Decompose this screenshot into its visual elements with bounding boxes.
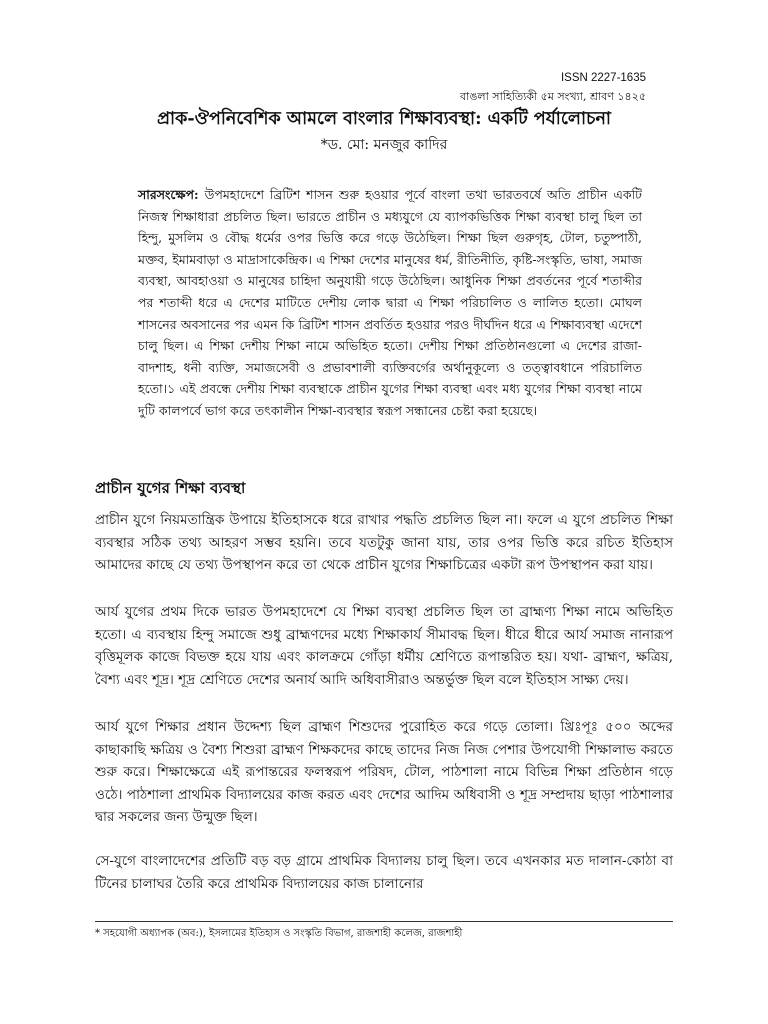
abstract-label: সারসংক্ষেপ: (138, 187, 199, 202)
body-paragraph: আর্য যুগের প্রথম দিকে ভারত উপমহাদেশে যে শিক্ষা ব্যবস্থা প্রচলিত ছিল তা ব্রাহ্মণ্য শিক্ষা নামে অভিহিত হতো। এ ব্যবস্থায় হিন্দু সমাজে শুধু ব্রাহ্মণদের মধ্যে শিক্ষাকার্য সীমাবদ্ধ ছিল। ধীরে ধীরে আর্য সমাজ নানারূপ বৃত্তিমূলক কাজে বিভক্ত হয়ে যায় এবং কালক্রমে গোঁড়া ধর্মীয় শ্রেণিতে রূপান্তরিত হয়। যথা- ব্রাহ্মণ, ক্ষত্রিয়, বৈশ্য এবং শূদ্র। শূদ্র শ্রেণিতে দেশের অনার্য আদি অধিবাসীরাও অন্তর্ভুক্ত ছিল বলে ইতিহাস সাক্ষ্য দেয়। (95, 604, 673, 688)
section-heading: প্রাচীন যুগের শিক্ষা ব্যবস্থা (95, 479, 246, 497)
body-paragraph: প্রাচীন যুগে নিয়মতান্ত্রিক উপায়ে ইতিহাসকে ধরে রাখার পদ্ধতি প্রচলিত ছিল না। ফলে এ যুগে প্রচলিত শিক্ষা ব্যবস্থার সঠিক তথ্য আহরণ সম্ভব হয়নি। তবে যতটুকু জানা যায়, তার ওপর ভিত্তি করে রচিত ইতিহাস আমাদের কাছে যে তথ্য উপস্থাপন করে তা থেকে প্রাচীন যুগের শিক্ষাচিত্রের একটা রূপ উপস্থাপন করা যায়। (95, 512, 673, 573)
journal-info: বাঙলা সাহিত্যিকী ৫ম সংখ্যা, শ্রাবণ ১৪২৫ (460, 90, 646, 103)
body-paragraph: আর্য যুগে শিক্ষার প্রধান উদ্দেশ্য ছিল ব্রাহ্মণ শিশুদের পুরোহিত করে গড়ে তোলা। খ্রিঃপূঃ ৫০০ অব্দের কাছাকাছি ক্ষত্রিয় ও বৈশ্য শিশুরা ব্রাহ্মণ শিক্ষকদের কাছে তাদের নিজ নিজ পেশার উপযোগী শিক্ষালাভ করতে শুরু করে। শিক্ষাক্ষেত্রে এই রূপান্তরের ফলস্বরূপ পরিষদ, টোল, পাঠশালা নামে বিভিন্ন শিক্ষা প্রতিষ্ঠান গড়ে ওঠে। পাঠশালা প্রাথমিক বিদ্যালয়ের কাজ করত এবং দেশের আদিম অধিবাসী ও শূদ্র সম্প্রদায় ছাড়া পাঠশালার দ্বার সকলের জন্য উন্মুক্ত ছিল। (95, 719, 673, 825)
footnote-divider (95, 921, 673, 922)
body-paragraph: সে-যুগে বাংলাদেশের প্রতিটি বড় বড় গ্রামে প্রাথমিক বিদ্যালয় চালু ছিল। তবে এখনকার মত দালান-কোঠা বা টিনের চালাঘর তৈরি করে প্রাথমিক বিদ্যালয়ের কাজ চালানোর (95, 853, 673, 892)
footnote: * সহযোগী অধ্যাপক (অব:), ইসলামের ইতিহাস ও সংস্কৃতি বিভাগ, রাজশাহী কলেজ, রাজশাহী (95, 928, 463, 939)
issn-number: ISSN 2227-1635 (560, 72, 646, 84)
author-line: *ড. মো: মনজুর কাদির (320, 137, 448, 153)
abstract-text: উপমহাদেশে ব্রিটিশ শাসন শুরু হওয়ার পূর্বে বাংলা তথা ভারতবর্ষে অতি প্রাচীন একটি নিজস্ব শিক্ষাধারা প্রচলিত ছিল। ভারতে প্রাচীন ও মধ্যযুগে যে ব্যাপকভিত্তিক শিক্ষা ব্যবস্থা চালু ছিল তা হিন্দু, মুসলিম ও বৌদ্ধ ধর্মের ওপর ভিত্তি করে গড়ে উঠেছিল। শিক্ষা ছিল গুরুগৃহ, টোল, চতুষ্পাঠী, মক্তব, ইমামবাড়া ও মাদ্রাসাকেন্দ্রিক। এ শিক্ষা দেশের মানুষের ধর্ম, রীতিনীতি, কৃষ্টি-সংস্কৃতি, ভাষা, সমাজ ব্যবস্থা, আবহাওয়া ও মানুষের চাহিদা অনুযায়ী গড়ে উঠেছিল। আধুনিক শিক্ষা প্রবর্তনের পূর্বে শতাব্দীর পর শতাব্দী ধরে এ দেশের মাটিতে দেশীয় লোক দ্বারা এ শিক্ষা পরিচালিত ও লালিত হতো। মোঘল শাসনের অবসানের পর এমন কি ব্রিটিশ শাসন প্রবর্তিত হওয়ার পরও দীর্ঘদিন ধরে এ শিক্ষাব্যবস্থা এদেশে চালু ছিল। এ শিক্ষা দেশীয় শিক্ষা নামে অভিহিত হতো। দেশীয় শিক্ষা প্রতিষ্ঠানগুলো এ দেশের রাজা-বাদশাহ, ধনী ব্যক্তি, সমাজসেবী ও প্রভাবশালী ব্যক্তিবর্গের অর্থানুকূল্যে ও তত্ত্বাবধানে পরিচালিত হতো।১ এই প্রবন্ধে দেশীয় শিক্ষা ব্যবস্থাকে প্রাচীন যুগের শিক্ষা ব্যবস্থা এবং মধ্য যুগের শিক্ষা ব্যবস্থা নামে দুটি কালপর্বে ভাগ করে তৎকালীন শিক্ষা-ব্যবস্থার স্বরূপ সন্ধানের চেষ্টা করা হয়েছে। (138, 187, 642, 418)
abstract (138, 184, 642, 422)
article-title: প্রাক-ঔপনিবেশিক আমলে বাংলার শিক্ষাব্যবস্থা: একটি পর্যালোচনা (157, 109, 611, 129)
